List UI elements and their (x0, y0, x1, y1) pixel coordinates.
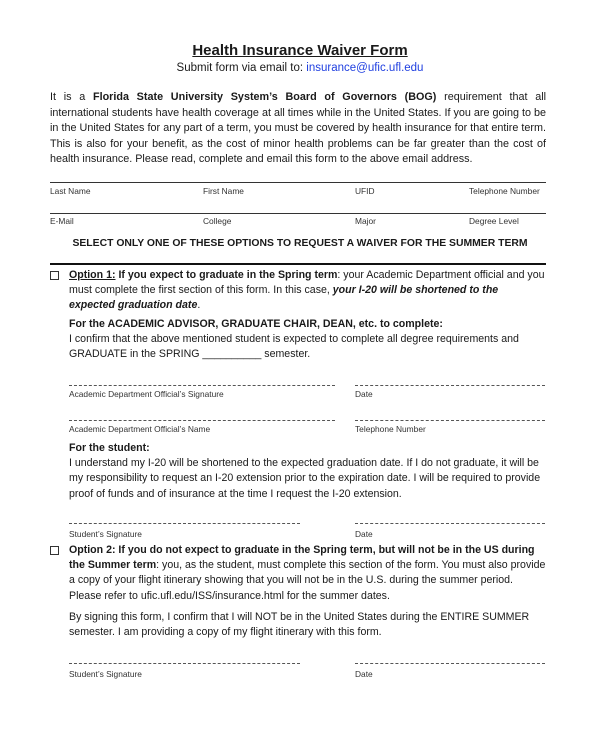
subtitle: Submit form via email to: insurance@ufic.ufl.edu (176, 62, 424, 74)
option2: Option 2: If you do not expect to graduate in the Spring term, but will not be in the US during the Summer term: you, as the student, must complete this section of the form. You must also provide a copy of your flight itinerary showing that you will not be in the U.S. during the summer period. Please refer to ufic.ufl.edu/ISS/insurance.html for the summer dates. (50, 543, 546, 604)
field-line-row1 (50, 182, 546, 183)
label-student-signature: Student’s Signature (69, 529, 142, 539)
form-title: Health Insurance Waiver Form (192, 42, 408, 59)
field-ufid[interactable]: UFID (355, 186, 375, 196)
label-official-signature: Academic Department Official’s Signature (69, 389, 224, 399)
email-link[interactable]: insurance@ufic.ufl.edu (306, 62, 424, 74)
intro-paragraph: It is a Florida State University System’s Board of Governors (BOG) requirement that all international students have health coverage at all times while in the United States. If you are going to be in the United States for any part of a term, you must be covered by health insurance for that entire term. This is also for your benefit, as the cost of minor health problems can be far greater than the cost of health insurance. Please read, complete and email this form to the above email address. (50, 91, 546, 166)
option2-signature-line[interactable] (69, 663, 300, 664)
divider (50, 263, 546, 265)
field-college[interactable]: College (203, 216, 232, 226)
name-line[interactable] (69, 420, 335, 421)
label-date: Date (355, 389, 373, 399)
option1-checkbox[interactable] (50, 271, 59, 280)
option2-confirmation: By signing this form, I confirm that I will NOT be in the United States during the ENTIRE SUMMER semester. I am providing a copy of my flight itinerary with this form. (69, 611, 530, 639)
option2-date-line[interactable] (355, 663, 545, 664)
label-official-name: Academic Department Official’s Name (69, 424, 211, 434)
field-line-row2 (50, 213, 546, 214)
student-date-line[interactable] (355, 523, 545, 524)
field-first-name[interactable]: First Name (203, 186, 244, 196)
advisor-section: For the ACADEMIC ADVISOR, GRADUATE CHAIR, DEAN, etc. to complete: I confirm that the above mentioned student is expected to complete all degree requirements and GRADUATE in the SPRING __________ semester. (69, 318, 519, 361)
phone-line[interactable] (355, 420, 545, 421)
label-option2-date: Date (355, 669, 373, 679)
label-student-date: Date (355, 529, 373, 539)
field-last-name[interactable]: Last Name (50, 186, 91, 196)
student-section: For the student: I understand my I-20 will be shortened to the expected graduation date. If I do not graduate, it will be my responsibility to request an I-20 extension prior to the expiration date. I will be required to provide proof of funds and of insurance at the time I request the I-20 extension. (69, 442, 541, 500)
field-degree-level[interactable]: Degree Level (469, 216, 519, 226)
date-line[interactable] (355, 385, 545, 386)
field-major[interactable]: Major (355, 216, 376, 226)
field-telephone[interactable]: Telephone Number (469, 186, 540, 196)
option2-checkbox[interactable] (50, 546, 59, 555)
student-signature-line[interactable] (69, 523, 300, 524)
field-email[interactable]: E-Mail (50, 216, 74, 226)
label-telephone: Telephone Number (355, 424, 426, 434)
signature-line[interactable] (69, 385, 335, 386)
options-heading: SELECT ONLY ONE OF THESE OPTIONS TO REQUEST A WAIVER FOR THE SUMMER TERM (72, 238, 528, 249)
label-option2-signature: Student’s Signature (69, 669, 142, 679)
option1: Option 1: If you expect to graduate in the Spring term: your Academic Department official and you must complete the first section of this form. In this case, your I-20 will be shortened to the expected graduation date. (50, 268, 546, 314)
